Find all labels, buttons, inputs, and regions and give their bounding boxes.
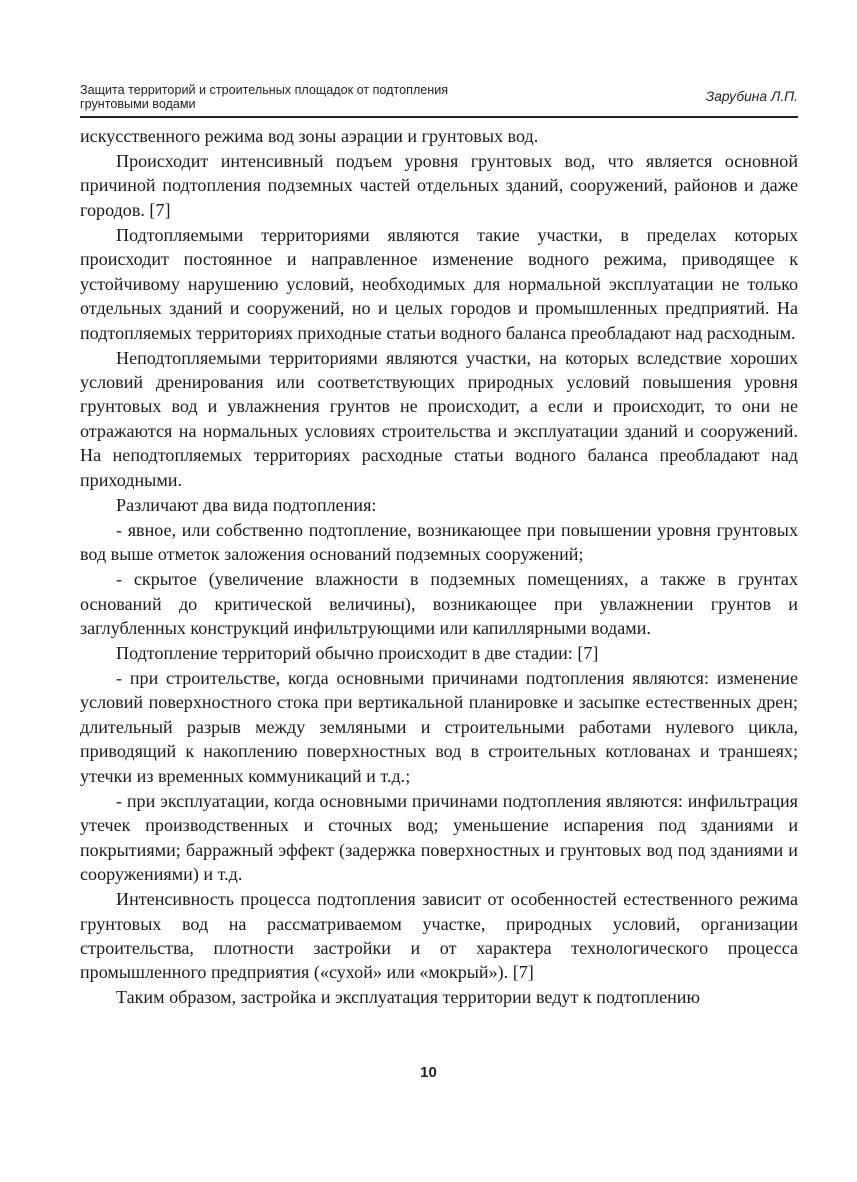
- running-header: [80, 80, 798, 118]
- list-item: - при эксплуатации, когда основными причинами подтопления являются: инфильтрация утечек производственных и сточных вод; уменьшение испарения под зданиями и покрытиями; барражный эффект (задержка поверхностных и грунтовых вод под зданиями и сооружениями) и т.д.: [80, 790, 798, 885]
- header-author: Зарубина Л.П.: [705, 89, 798, 104]
- paragraph: Интенсивность процесса подтопления зависит от особенностей естественного режима грунтовых вод на рассматриваемом участке, природных условий, организации строительства, плотности застройки и от характера технологического процесса промышленного предприятия («сухой» или «мокрый»). [7]: [80, 889, 798, 983]
- page-number: 10: [420, 1064, 437, 1081]
- paragraph: Происходит интенсивный подъем уровня грунтовых вод, что является основной причиной подтопления подземных частей отдельных зданий, сооружений, районов и даже городов. [7]: [80, 150, 798, 220]
- paragraph: Неподтопляемыми территориями являются участки, на которых вследствие хороших условий дренирования или соответствующих природных условий повышения уровня грунтовых вод и увлажнения грунтов не происходит, а если и происходит, то они не отражаются на нормальных условиях строительства и эксплуатации зданий и сооружений. На неподтопляемых территориях расходные статьи водного баланса преобладают над приходными.: [80, 347, 798, 490]
- header-title-line-2: грунтовыми водами: [80, 97, 196, 111]
- paragraph: Подтопление территорий обычно происходит в две стадии: [7]: [116, 643, 599, 664]
- paragraph-continuation: искусственного режима вод зоны аэрации и грунтовых вод.: [80, 126, 539, 146]
- header-title-line-1: Защита территорий и строительных площадок от подтопления: [80, 83, 449, 97]
- body-text: [80, 124, 798, 1010]
- header-title: [80, 83, 580, 111]
- list-item: - при строительстве, когда основными причинами подтопления являются: изменение условий поверхностного стока при вертикальной планировке и засыпке естественных дрен; длительный разрыв между земляными и строительными работами нулевого цикла, приводящий к накоплению поверхностных вод в строительных котлованах и траншеях; утечки из временных коммуникаций и т.д.;: [80, 667, 798, 786]
- paragraph: Различают два вида подтопления:: [116, 494, 377, 515]
- list-item: - скрытое (увеличение влажности в подземных помещениях, а также в грунтах оснований до критической величины), возникающее при увлажнении грунтов и заглубленных конструкций инфильтрующими или капиллярными водами.: [80, 569, 798, 639]
- paragraph: Таким образом, застройка и эксплуатация территории ведут к подтоплению: [116, 987, 700, 1008]
- list-item: - явное, или собственно подтопление, возникающее при повышении уровня грунтовых вод выше отметок заложения оснований подземных сооружений;: [80, 519, 798, 565]
- paragraph: Подтопляемыми территориями являются такие участки, в пределах которых происходит постоянное и направленное изменение водного режима, приводящее к устойчивому нарушению условий, необходимых для нормальной эксплуатации не только отдельных зданий и сооружений, но и целых городов и промышленных предприятий. На подтопляемых территориях приходные статьи водного баланса преобладают над расходным.: [80, 224, 798, 343]
